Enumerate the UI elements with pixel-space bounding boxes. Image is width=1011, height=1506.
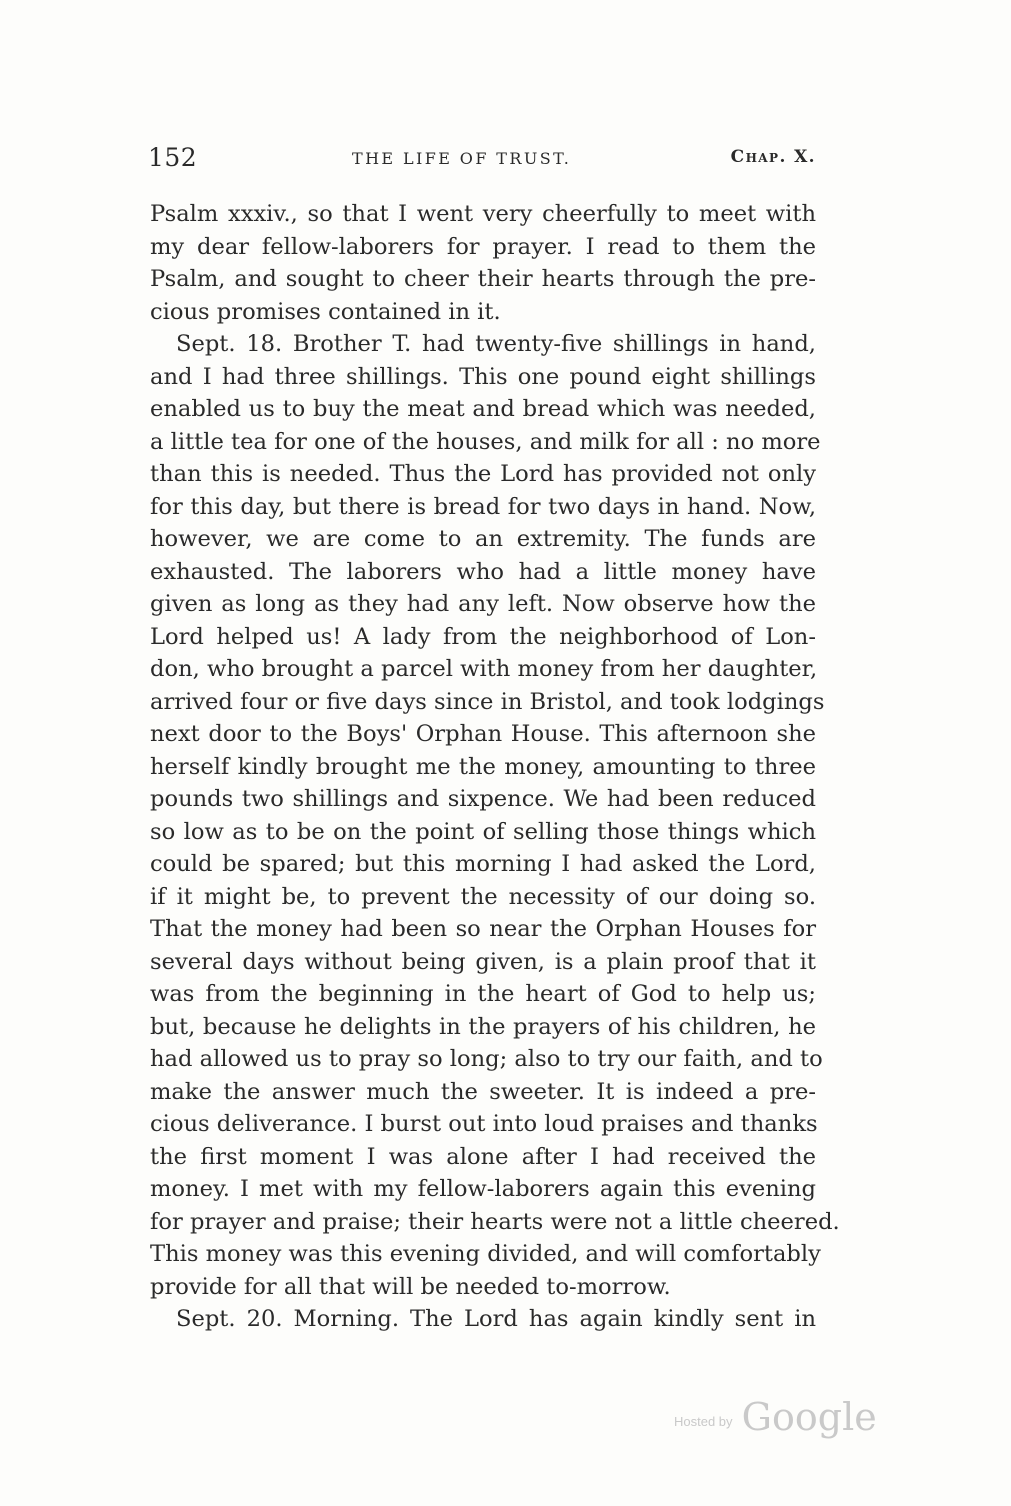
text-line: the first moment I was alone after I had received the — [150, 1143, 816, 1170]
running-head — [148, 143, 816, 175]
text-line: provide for all that will be needed to-morrow. — [150, 1273, 671, 1300]
text-line: my dear fellow-laborers for prayer. I read to them the — [150, 233, 816, 260]
text-line: arrived four or five days since in Bristol, and took lodgings — [150, 688, 825, 715]
text-line: That the money had been so near the Orphan Houses for — [150, 916, 816, 942]
text-line: herself kindly brought me the money, amounting to three — [150, 753, 816, 780]
text-line: if it might be, to prevent the necessity of our doing so. — [150, 883, 816, 910]
text-line: Sept. 18. Brother T. had twenty-five shillings in hand, — [176, 331, 816, 357]
google-logo: Google — [741, 1395, 877, 1439]
text-line: Psalm xxxiv., so that I went very cheerfully to meet with — [150, 201, 816, 227]
text-line: pounds two shillings and sixpence. We had been reduced — [150, 786, 816, 812]
text-line: enabled us to buy the meat and bread which was needed, — [150, 396, 816, 422]
text-line: and I had three shillings. This one pound eight shillings — [150, 363, 816, 390]
text-line: than this is needed. Thus the Lord has provided not only — [150, 461, 816, 487]
text-line: cious deliverance. I burst out into loud praises and thanks — [150, 1111, 818, 1137]
text-line: however, we are come to an extremity. The funds are — [150, 526, 816, 552]
page-number: 152 — [148, 143, 198, 172]
text-line: This money was this evening divided, and will comfortably — [150, 1241, 821, 1267]
body-text — [150, 198, 840, 1336]
watermark-prefix: Hosted by — [674, 1414, 733, 1429]
text-line: for prayer and praise; their hearts were not a little cheered. — [150, 1208, 840, 1235]
text-line: given as long as they had any left. Now observe how the — [150, 591, 816, 617]
text-line: Lord helped us! A lady from the neighborhood of Lon- — [150, 623, 816, 650]
text-line: Sept. 20. Morning. The Lord has again kindly sent in — [176, 1306, 816, 1332]
chapter-label: Chap. X. — [730, 147, 816, 167]
hosted-by-watermark — [674, 1395, 877, 1439]
text-line: was from the beginning in the heart of God to help us; — [150, 981, 816, 1007]
text-line: cious promises contained in it. — [150, 298, 501, 325]
text-line: exhausted. The laborers who had a little money have — [150, 558, 816, 585]
text-line: Psalm, and sought to cheer their hearts through the pre- — [150, 266, 816, 292]
text-line: a little tea for one of the houses, and milk for all : no more — [150, 428, 821, 455]
text-line: make the answer much the sweeter. It is indeed a pre- — [150, 1078, 816, 1105]
text-line: had allowed us to pray so long; also to try our faith, and to — [150, 1046, 823, 1072]
text-line: for this day, but there is bread for two days in hand. Now, — [150, 493, 816, 520]
text-line: so low as to be on the point of selling those things which — [150, 818, 816, 845]
text-line: don, who brought a parcel with money from her daughter, — [150, 656, 818, 682]
text-line: next door to the Boys' Orphan House. This afternoon she — [150, 721, 816, 747]
text-line: but, because he delights in the prayers of his children, he — [150, 1013, 816, 1040]
text-line: money. I met with my fellow-laborers again this evening — [150, 1176, 816, 1202]
text-line: could be spared; but this morning I had asked the Lord, — [150, 851, 816, 877]
text-line: several days without being given, is a plain proof that it — [150, 948, 816, 975]
running-title: THE LIFE OF TRUST. — [352, 149, 572, 168]
